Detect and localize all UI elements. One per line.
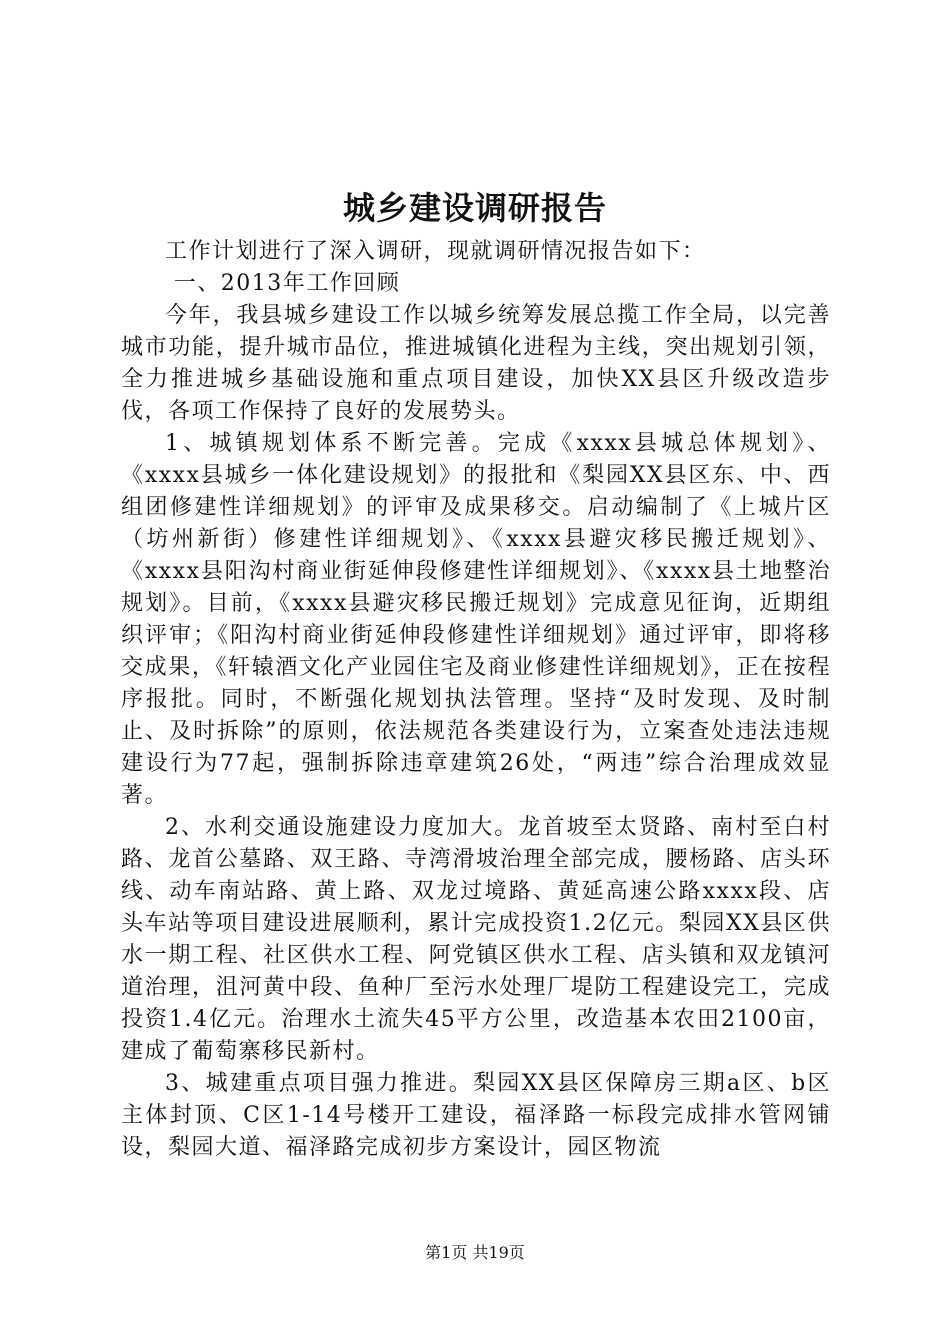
intro-paragraph: 工作计划进行了深入调研，现就调研情况报告如下： [165, 239, 706, 264]
section-heading: 一、2013年工作回顾 [173, 271, 401, 296]
key-projects-paragraph: 3、城建重点项目强力推进。梨园XX县区保障房三期a区、b区主体封顶、C区1-14号楼开工建设，福泽路一标段完成排水管网铺设，梨园大道、福泽路完成初步方案设计，园区物流 [121, 1071, 831, 1160]
page-number-footer: 第1页 共19页 [425, 1243, 525, 1262]
overview-paragraph: 今年，我县城乡建设工作以城乡统筹发展总揽工作全局，以完善城市功能，提升城市品位，推进城镇化进程为主线，突出规划引领，全力推进城乡基础设施和重点项目建设，加快XX县区升级改造步伐，各项工作保持了良好的发展势头。 [121, 303, 831, 424]
water-transport-paragraph: 2、水利交通设施建设力度加大。龙首坡至太贤路、南村至白村路、龙首公墓路、双王路、寺湾滑坡治理全部完成，腰杨路、店头环线、动车南站路、黄上路、双龙过境路、黄延高速公路xxxx段、店头车站等项目建设进展顺利，累计完成投资1.2亿元。梨园XX县区供水一期工程、社区供水工程、阿党镇区供水工程、店头镇和双龙镇河道治理，沮河黄中段、鱼种厂至污水处理厂堤防工程建设完工，完成投资1.4亿元。治理水土流失45平方公里，改造基本农田2100亩，建成了葡萄寨移民新村。 [121, 815, 831, 1064]
planning-paragraph: 1、城镇规划体系不断完善。完成《xxxx县城总体规划》、《xxxx县城乡一体化建设规划》的报批和《梨园XX县区东、中、西组团修建性详细规划》的评审及成果移交。启动编制了《上城片区（坊州新街）修建性详细规划》、《xxxx县避灾移民搬迁规划》、《xxxx县阳沟村商业街延伸段修建性详细规划》、《xxxx县土地整治规划》。目前，《xxxx县避灾移民搬迁规划》完成意见征询，近期组织评审；《阳沟村商业街延伸段修建性详细规划》通过评审，即将移交成果，《轩辕酒文化产业园住宅及商业修建性详细规划》，正在按程序报批。同时，不断强化规划执法管理。坚持“及时发现、及时制止、及时拆除”的原则，依法规范各类建设行为，立案查处违法违规建设行为77起，强制拆除违章建筑26处，“两违”综合治理成效显著。 [121, 431, 831, 808]
document-title: 城乡建设调研报告 [342, 189, 607, 227]
document-body [121, 236, 831, 1164]
